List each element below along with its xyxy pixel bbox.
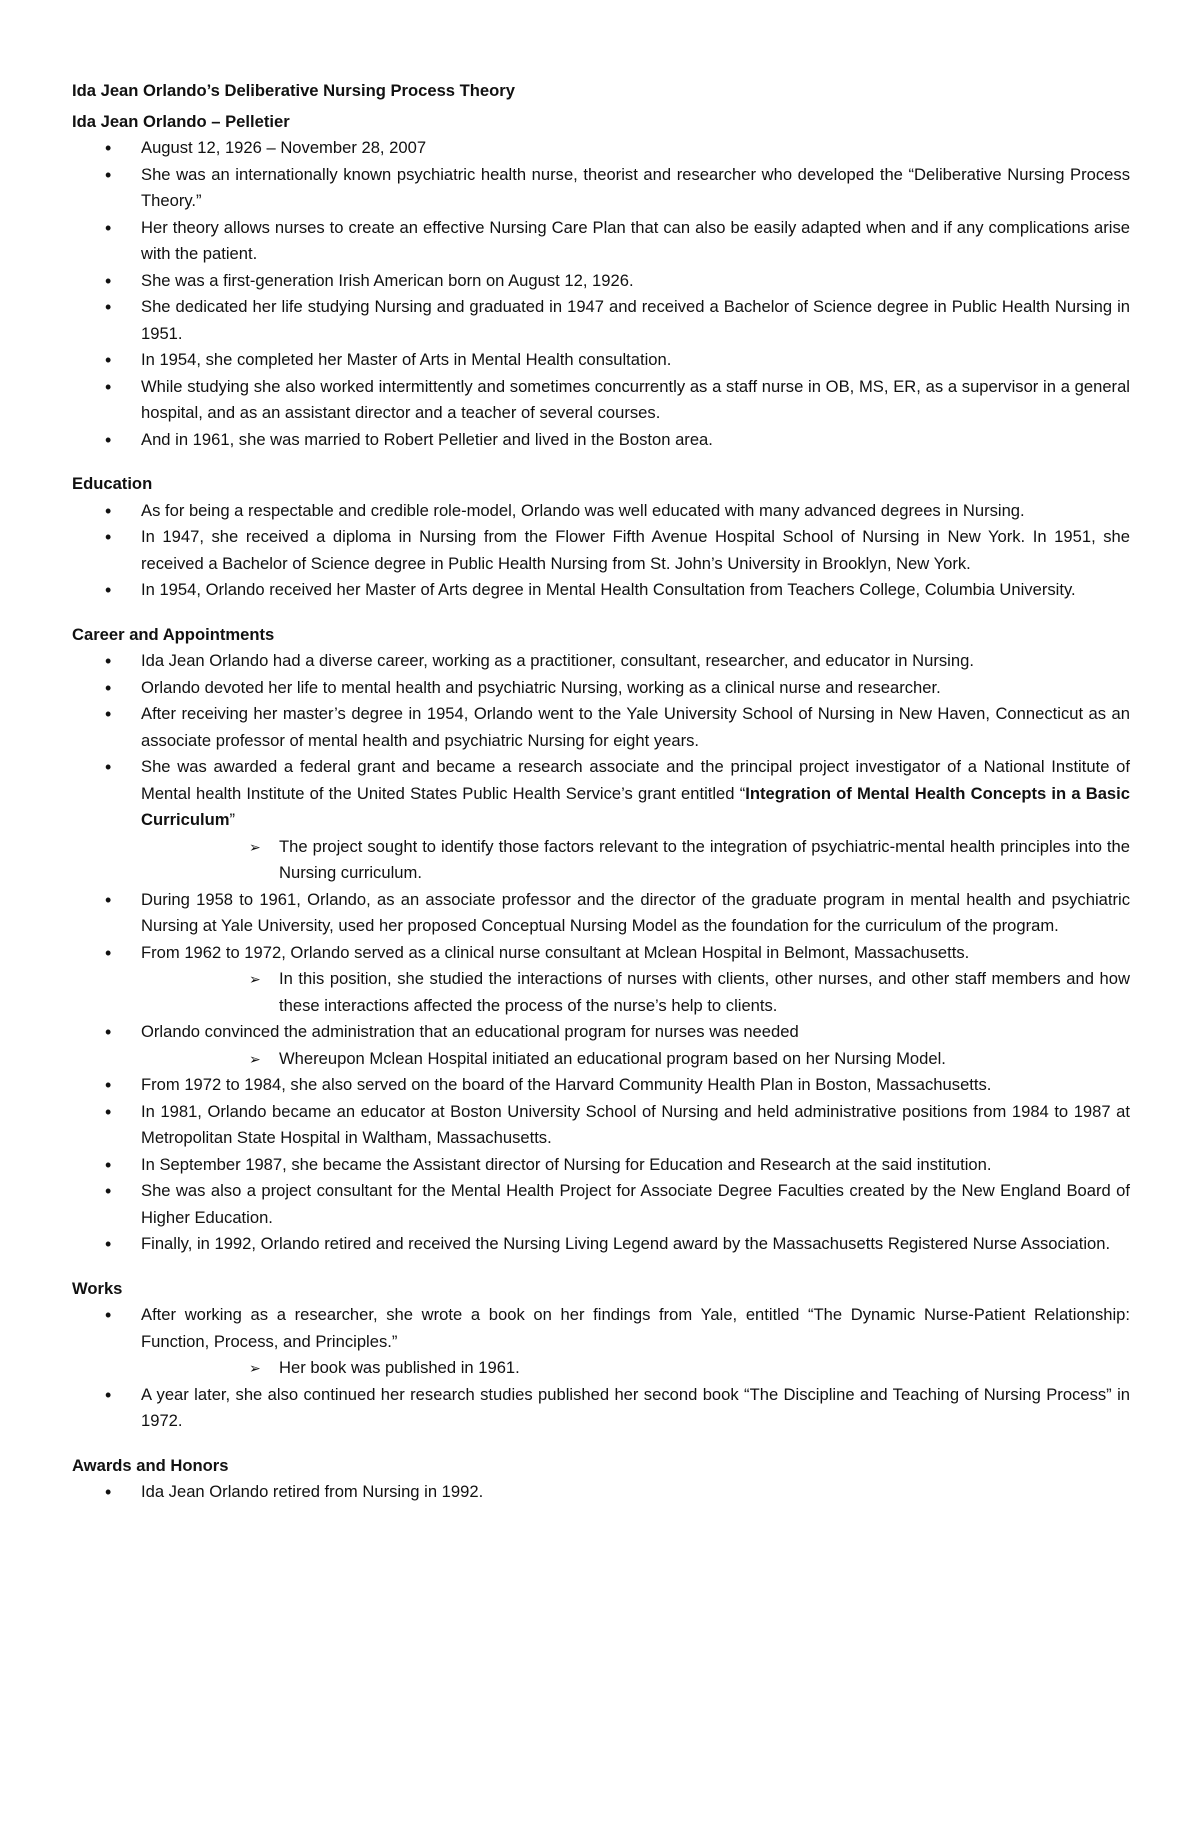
arrow-bullet-icon: ➢	[249, 1360, 261, 1376]
sub-list-item	[141, 966, 1130, 1019]
document-subtitle: Ida Jean Orlando – Pelletier	[72, 111, 290, 131]
sub-list-item	[141, 1355, 1130, 1382]
list-item: • Orlando devoted her life to mental health and psychiatric Nursing, working as a clinical nurse and researcher.	[72, 675, 1130, 702]
works-heading: Works	[72, 1278, 123, 1298]
list-item: • Her theory allows nurses to create an effective Nursing Care Plan that can also be easily adapted when and if any complications arise with the patient.	[72, 215, 1130, 268]
list-item	[72, 1019, 1130, 1072]
sub-list	[141, 834, 1130, 887]
list-item: • From 1972 to 1984, she also served on the board of the Harvard Community Health Plan in Boston, Massachusetts.	[72, 1072, 1130, 1099]
sub-list-item-text: Whereupon Mclean Hospital initiated an educational program based on her Nursing Model.	[279, 1048, 946, 1068]
document-page	[72, 78, 1130, 1506]
list-item: • August 12, 1926 – November 28, 2007	[72, 135, 1130, 162]
list-item: • She was a first-generation Irish American born on August 12, 1926.	[72, 268, 1130, 295]
list-item-text: After working as a researcher, she wrote a book on her findings from Yale, entitled “The Dynamic Nurse-Patient Relationship: Function, Process, and Principles.”	[141, 1305, 1130, 1351]
sub-list	[141, 1046, 1130, 1073]
list-item: • In 1947, she received a diploma in Nursing from the Flower Fifth Avenue Hospital School of Nursing in New York. In 1951, she received a Bachelor of Science degree in Public Health Nursing from St. John’s University in Brooklyn, New York.	[72, 524, 1130, 577]
list-item: • She was also a project consultant for the Mental Health Project for Associate Degree Faculties created by the New England Board of Higher Education.	[72, 1178, 1130, 1231]
list-item: • In September 1987, she became the Assistant director of Nursing for Education and Research at the said institution.	[72, 1152, 1130, 1179]
sub-list-item-text: In this position, she studied the interactions of nurses with clients, other nurses, and other staff members and how these interactions affected the process of the nurse’s help to clients.	[279, 969, 1130, 1015]
list-item: • A year later, she also continued her research studies published her second book “The Discipline and Teaching of Nursing Process” in 1972.	[72, 1382, 1130, 1435]
arrow-bullet-icon: ➢	[249, 1050, 261, 1067]
list-item: • In 1981, Orlando became an educator at Boston University School of Nursing and held administrative positions from 1984 to 1987 at Metropolitan State Hospital in Waltham, Massachusetts.	[72, 1099, 1130, 1152]
education-heading: Education	[72, 474, 153, 493]
sub-list-item	[141, 1046, 1130, 1073]
list-item: • She dedicated her life studying Nursing and graduated in 1947 and received a Bachelor of Science degree in Public Health Nursing in 1951.	[72, 294, 1130, 347]
list-item	[72, 1302, 1130, 1382]
sub-list-item-text: The project sought to identify those factors relevant to the integration of psychiatric-mental health principles into the Nursing curriculum.	[279, 836, 1130, 882]
awards-heading: Awards and Honors	[72, 1455, 229, 1475]
works-list	[72, 1302, 1130, 1435]
list-item: • In 1954, Orlando received her Master of Arts degree in Mental Health Consultation from Teachers College, Columbia University.	[72, 577, 1130, 604]
sub-list	[141, 966, 1130, 1019]
list-item-text: Orlando convinced the administration that an educational program for nurses was needed	[141, 1022, 799, 1041]
list-item: • Finally, in 1992, Orlando retired and received the Nursing Living Legend award by the Massachusetts Registered Nurse Association.	[72, 1231, 1130, 1258]
awards-list	[72, 1479, 1130, 1506]
career-list	[72, 648, 1130, 1258]
list-item	[72, 940, 1130, 1020]
list-item-text: From 1962 to 1972, Orlando served as a clinical nurse consultant at Mclean Hospital in Belmont, Massachusetts.	[141, 942, 970, 962]
list-item: • As for being a respectable and credible role-model, Orlando was well educated with many advanced degrees in Nursing.	[72, 498, 1130, 525]
education-list	[72, 498, 1130, 604]
list-item: • After receiving her master’s degree in 1954, Orlando went to the Yale University School of Nursing in New Haven, Connecticut as an associate professor of mental health and psychiatric Nursing for eight years.	[72, 701, 1130, 754]
list-item: • She was an internationally known psychiatric health nurse, theorist and researcher who developed the “Deliberative Nursing Process Theory.”	[72, 162, 1130, 215]
grant-title-quote-close: ”	[229, 810, 236, 829]
sub-list-item-text: Her book was published in 1961.	[279, 1358, 520, 1377]
grant-title: Integration of Mental Health Concepts in a Basic Curriculum	[141, 783, 1131, 829]
list-item: • Ida Jean Orlando had a diverse career, working as a practitioner, consultant, researcher, and educator in Nursing.	[72, 648, 1130, 675]
grant-description: She was awarded a federal grant and became a research associate and the principal project investigator of a National Institute of Mental health Institute of the United States Public Health Service’s grant entitled	[141, 757, 1130, 803]
document-title: Ida Jean Orlando’s Deliberative Nursing Process Theory	[72, 81, 515, 100]
list-item: • Ida Jean Orlando retired from Nursing in 1992.	[72, 1479, 1130, 1506]
arrow-bullet-icon: ➢	[249, 838, 261, 855]
list-item: • And in 1961, she was married to Robert Pelletier and lived in the Boston area.	[72, 427, 1130, 454]
sub-list	[141, 1355, 1130, 1382]
arrow-bullet-icon: ➢	[249, 971, 261, 987]
list-item	[72, 754, 1130, 887]
sub-list-item	[141, 834, 1130, 887]
list-item: • During 1958 to 1961, Orlando, as an associate professor and the director of the graduate program in mental health and psychiatric Nursing at Yale University, used her proposed Conceptual Nursing Model as the foundation for the curriculum of the program.	[72, 887, 1130, 940]
grant-title-quote-open: “	[739, 783, 746, 803]
career-heading: Career and Appointments	[72, 624, 275, 644]
intro-list	[72, 135, 1130, 453]
list-item: • While studying she also worked intermittently and sometimes concurrently as a staff nurse in OB, MS, ER, as a supervisor in a general hospital, and as an assistant director and a teacher of several courses.	[72, 374, 1130, 427]
list-item: • In 1954, she completed her Master of Arts in Mental Health consultation.	[72, 347, 1130, 374]
